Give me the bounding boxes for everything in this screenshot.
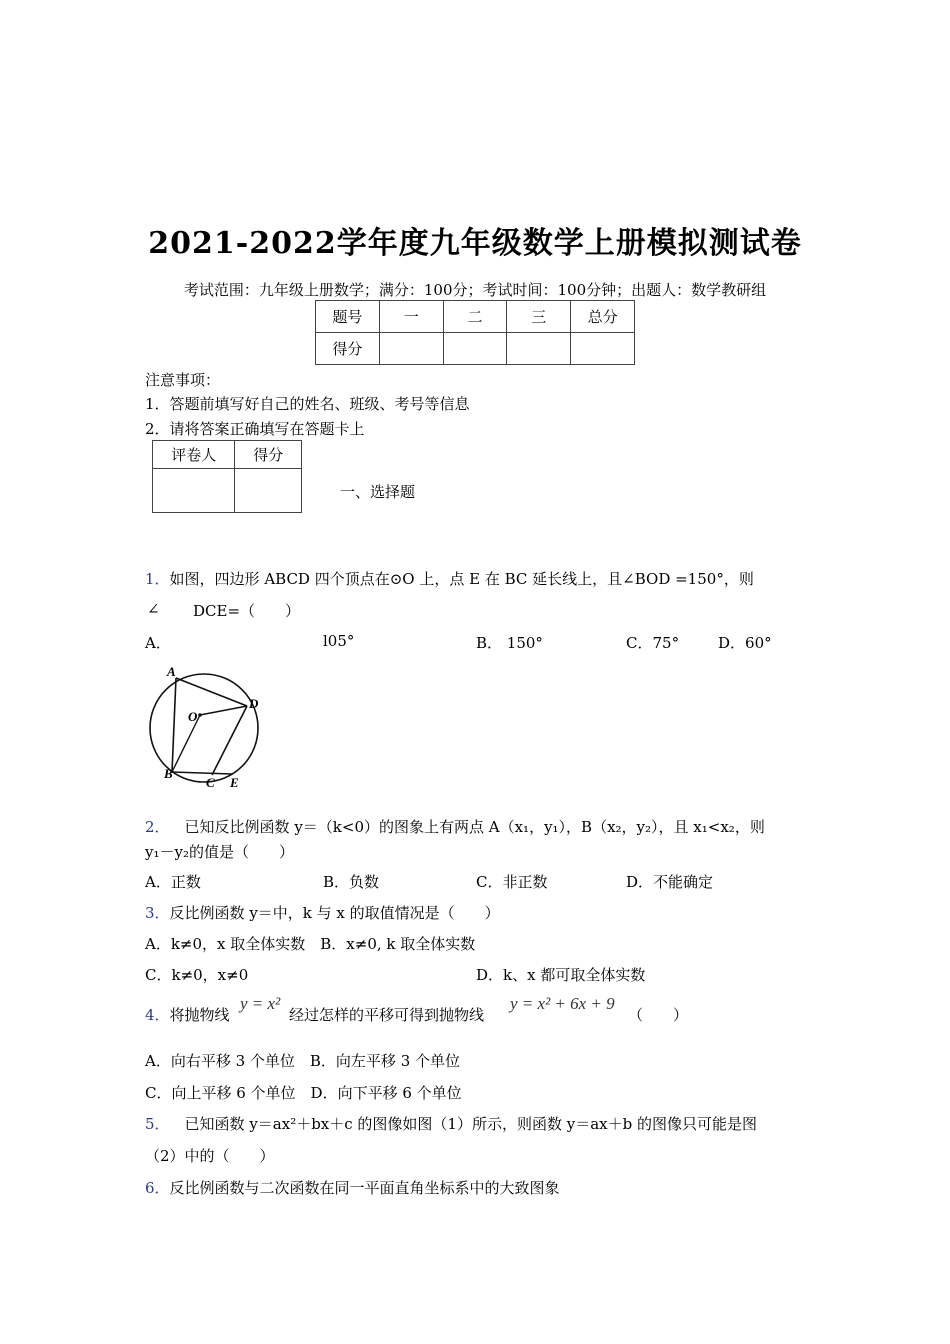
question-1-line2a: ∠ [147, 600, 160, 618]
question-number: 5． [145, 1115, 170, 1133]
option-c: C．k≠0，x≠0 [145, 966, 249, 984]
exam-info: 考试范围：九年级上册数学；满分：100分；考试时间：100分钟；出题人：数学教研组 [183, 281, 767, 299]
question-2-line2: y₁－y₂的值是（ ） [145, 843, 294, 861]
question-text: 已知反比例函数 y＝（k<0）的图象上有两点 A（x₁，y₁），B（x₂，y₂），且 x₁<x₂，则 [184, 818, 765, 836]
option-b: B． 150° [476, 634, 543, 652]
circle-figure [140, 660, 270, 795]
question-number: 2． [145, 818, 170, 836]
option-d: D．不能确定 [626, 873, 714, 891]
label-a: A [167, 664, 176, 679]
section-title: 一、选择题 [340, 483, 416, 501]
score-cell[interactable] [443, 333, 507, 365]
label-e: E [230, 775, 239, 790]
note-item: 2．请将答案正确填写在答题卡上 [145, 420, 365, 438]
formula-parabola-1: y = x² [240, 994, 281, 1013]
question-6 [145, 1177, 560, 1198]
option-ab: A．k≠0，x 取全体实数 B．x≠0, k 取全体实数 [145, 935, 476, 953]
question-text: 已知函数 y＝ax²＋bx＋c 的图像如图（1）所示，则函数 y＝ax＋b 的图像只可能是图 [184, 1115, 757, 1133]
option-a: A．正数 [145, 873, 201, 891]
question-4-text-b: 经过怎样的平移可得到抛物线 [289, 1006, 485, 1024]
score-table [315, 300, 635, 365]
question-number: 6． [145, 1179, 170, 1197]
score-cell[interactable] [379, 333, 443, 365]
score-header-cell: 题号 [316, 301, 380, 333]
question-number: 3． [145, 904, 170, 922]
page-title: 2021-2022学年度九年级数学上册模拟测试卷 [148, 226, 802, 261]
score-header-cell: 总分 [571, 301, 635, 333]
question-5 [145, 1113, 757, 1134]
option-b: B．负数 [323, 873, 380, 891]
label-c: C [206, 775, 215, 790]
label-b: B [164, 766, 173, 781]
option-c: C．非正数 [476, 873, 548, 891]
question-5-line2: （2）中的（ ） [145, 1147, 275, 1165]
score-cell[interactable] [571, 333, 635, 365]
option-ab: A．向右平移 3 个单位 B．向左平移 3 个单位 [145, 1052, 461, 1070]
grader-cell[interactable] [235, 469, 302, 513]
question-text: 如图，四边形 ABCD 四个顶点在⊙O 上，点 E 在 BC 延长线上，且∠BOD =150°，则 [169, 570, 754, 588]
grader-cell[interactable] [153, 469, 235, 513]
question-text: 反比例函数与二次函数在同一平面直角坐标系中的大致图象 [169, 1179, 560, 1197]
option-d: D．60° [718, 634, 772, 652]
question-2 [145, 816, 765, 837]
question-number: 1． [145, 570, 170, 588]
score-header-cell: 一 [379, 301, 443, 333]
notes-heading: 注意事项： [145, 371, 221, 389]
option-c: C．75° [626, 634, 680, 652]
option-a-label: A． [145, 634, 171, 652]
score-header-cell: 二 [443, 301, 507, 333]
score-header-cell: 三 [507, 301, 571, 333]
note-item: 1．答题前填写好自己的姓名、班级、考号等信息 [145, 395, 470, 413]
question-4 [145, 1004, 230, 1025]
formula-parabola-2: y = x² + 6x + 9 [510, 994, 615, 1013]
question-text: 反比例函数 y＝中，k 与 x 的取值情况是（ ） [169, 904, 500, 922]
question-1 [145, 568, 754, 589]
option-a-value: l05° [323, 632, 355, 650]
score-cell[interactable] [507, 333, 571, 365]
grader-table [152, 440, 302, 513]
option-d: D．k、x 都可取全体实数 [476, 966, 646, 984]
option-cd: C．向上平移 6 个单位 D．向下平移 6 个单位 [145, 1084, 462, 1102]
question-4-text-c: （ ） [628, 1006, 689, 1024]
label-d: D [249, 696, 259, 711]
grader-header: 评卷人 [153, 441, 235, 469]
score-row-label: 得分 [316, 333, 380, 365]
label-o: O [188, 709, 198, 724]
question-number: 4． [145, 1006, 170, 1024]
question-text: 将抛物线 [169, 1006, 230, 1024]
question-3 [145, 902, 500, 923]
grader-header: 得分 [235, 441, 302, 469]
question-1-line2b: DCE=（ ） [193, 602, 301, 620]
